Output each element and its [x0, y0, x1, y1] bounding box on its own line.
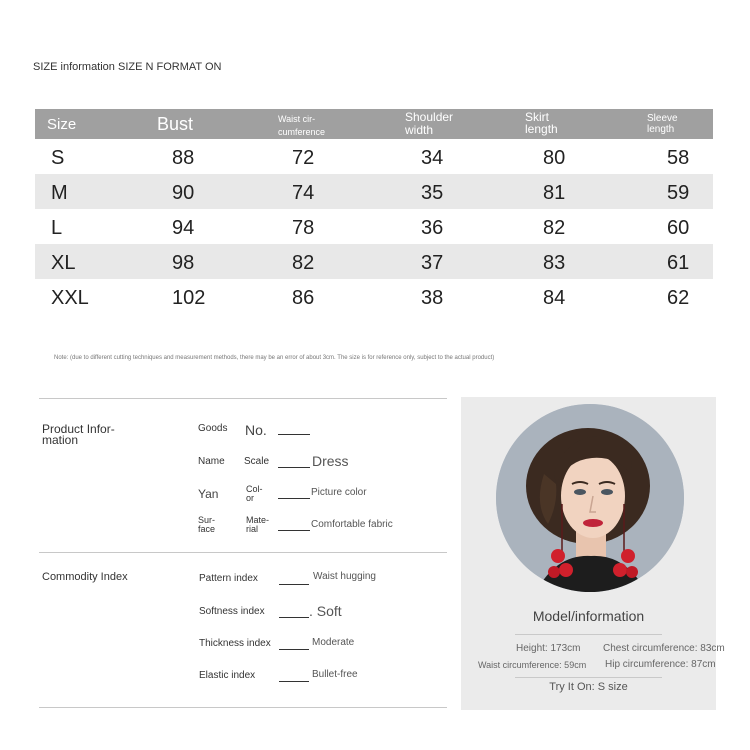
cell-waist: 86: [292, 287, 315, 309]
surface-label: [198, 516, 215, 534]
header-shoulder-line1: Shoulder: [405, 110, 454, 124]
material-label-line1: Mate-: [246, 515, 270, 525]
cell-skirt: 82: [543, 217, 566, 239]
cell-size: S: [51, 147, 65, 169]
thickness-value: Moderate: [312, 637, 355, 648]
cell-shoulder: 36: [421, 217, 444, 239]
cell-bust: 94: [172, 217, 195, 239]
name-value: Dress: [312, 453, 349, 469]
pattern-label: Pattern index: [199, 573, 258, 584]
material-value: Comfortable fabric: [311, 519, 393, 530]
divider: [515, 634, 662, 635]
model-card: [461, 397, 725, 710]
yan-label: Yan: [198, 487, 219, 501]
model-try-on: Try It On: S size: [549, 681, 628, 693]
header-waist: [278, 114, 325, 137]
elastic-value: Bullet-free: [312, 669, 358, 680]
commodity-index-heading: Commodity Index: [42, 571, 128, 583]
cell-skirt: 81: [543, 182, 566, 204]
header-skirt-line1: Skirt: [525, 110, 549, 124]
cell-waist: 82: [292, 252, 315, 274]
model-photo: [496, 404, 684, 592]
cell-sleeve: 59: [667, 182, 690, 204]
surface-label-line2: face: [198, 524, 216, 534]
color-label: [246, 485, 263, 503]
cell-bust: 102: [172, 287, 206, 309]
cell-skirt: 84: [543, 287, 566, 309]
material-blank: [278, 530, 310, 531]
model-portrait: [496, 404, 684, 592]
model-height: Height: 173cm: [516, 643, 581, 654]
table-row: [35, 279, 713, 314]
header-sleeve-line1: Sleeve: [647, 113, 678, 124]
goods-no: No.: [245, 422, 267, 438]
elastic-label: Elastic index: [199, 670, 256, 681]
table-row: [35, 209, 713, 244]
cell-sleeve: 58: [667, 147, 690, 169]
model-hip: Hip circumference: 87cm: [605, 659, 716, 670]
color-blank: [278, 498, 310, 499]
divider: [39, 707, 447, 708]
cell-shoulder: 34: [421, 147, 444, 169]
header-shoulder-line2: width: [405, 123, 434, 137]
table-header: [35, 109, 713, 139]
scale-label: Scale: [244, 456, 270, 467]
cell-shoulder: 37: [421, 252, 444, 274]
thickness-label: Thickness index: [199, 638, 271, 649]
table-row: [35, 139, 713, 174]
cell-skirt: 80: [543, 147, 566, 169]
color-label-line1: Col-: [246, 484, 263, 494]
table-row: [35, 244, 713, 279]
cell-size: XL: [51, 252, 76, 274]
product-info-heading-line1: Product Infor-: [42, 422, 115, 436]
surface-label-line1: Sur-: [198, 515, 216, 525]
softness-blank: [279, 617, 309, 618]
goods-label: Goods: [198, 423, 228, 434]
divider: [39, 398, 447, 399]
header-waist-line1: Waist cir-: [278, 114, 316, 124]
material-label-line2: rial: [246, 524, 259, 534]
header-skirt-line2: length: [525, 122, 558, 136]
header-shoulder: [405, 111, 453, 137]
cell-waist: 72: [292, 147, 315, 169]
header-skirt: [525, 111, 558, 135]
header-bust: Bust: [157, 114, 194, 134]
color-value: Picture color: [311, 487, 367, 498]
cell-bust: 90: [172, 182, 195, 204]
color-label-line2: or: [246, 493, 255, 503]
cell-shoulder: 35: [421, 182, 444, 204]
header-waist-line2: cumference: [278, 127, 326, 137]
divider: [39, 552, 447, 553]
cell-size: L: [51, 217, 63, 239]
cell-bust: 98: [172, 252, 195, 274]
header-sleeve: [647, 113, 678, 135]
name-label: Name: [198, 456, 225, 467]
pattern-blank: [279, 584, 309, 585]
cell-sleeve: 61: [667, 252, 690, 274]
thickness-blank: [279, 649, 309, 650]
cell-skirt: 83: [543, 252, 566, 274]
cell-size: XXL: [51, 287, 89, 309]
cell-sleeve: 60: [667, 217, 690, 239]
cell-sleeve: 62: [667, 287, 690, 309]
product-info-heading: [42, 424, 115, 446]
name-blank: [278, 467, 310, 468]
product-info-heading-line2: mation: [42, 433, 79, 447]
header-size: Size: [47, 116, 77, 133]
cell-size: M: [51, 182, 68, 204]
model-waist: Waist circumference: 59cm: [478, 660, 587, 670]
cell-bust: 88: [172, 147, 195, 169]
model-chest: Chest circumference: 83cm: [603, 643, 725, 654]
goods-blank: [278, 434, 310, 435]
divider: [515, 677, 662, 678]
cell-waist: 74: [292, 182, 315, 204]
cell-waist: 78: [292, 217, 315, 239]
elastic-blank: [279, 681, 309, 682]
softness-value: . Soft: [309, 603, 342, 619]
pattern-value: Waist hugging: [313, 571, 376, 582]
size-table: [35, 109, 713, 314]
material-label: [246, 516, 269, 534]
cell-shoulder: 38: [421, 287, 444, 309]
header-sleeve-line2: length: [647, 124, 675, 135]
table-row: [35, 174, 713, 209]
model-title: Model/information: [532, 608, 645, 624]
size-note: Note: (due to different cutting techniques and measurement methods, there may be an error of about 3cm. The size is for reference only, subject to the actual product): [54, 355, 495, 361]
page-title: SIZE information SIZE N FORMAT ON: [33, 61, 222, 73]
softness-label: Softness index: [199, 606, 265, 617]
